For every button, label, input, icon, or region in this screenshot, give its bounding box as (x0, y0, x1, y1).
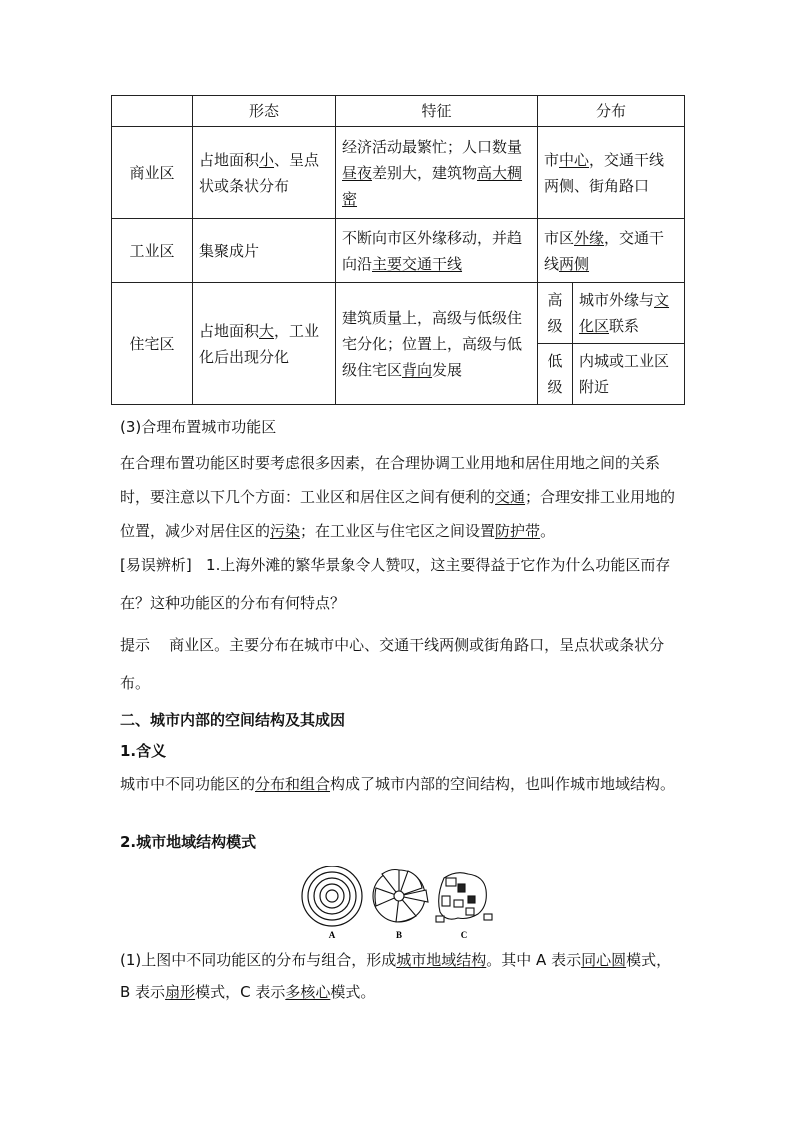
table-header-row (112, 96, 685, 127)
commercial-distribution: 市中心，交通干线两侧、街角路口 (538, 127, 685, 219)
table-header-distribution: 分布 (538, 96, 685, 127)
zone-name-industrial: 工业区 (112, 219, 193, 283)
hint-label: 提示 (120, 636, 151, 654)
table-row-commercial (112, 127, 685, 219)
table-header-empty (112, 96, 193, 127)
table-header-form: 形态 (193, 96, 336, 127)
urban-structure-models-figure (296, 866, 496, 940)
table-header-feature: 特征 (336, 96, 538, 127)
industrial-distribution: 市区外缘，交通干线两侧 (538, 219, 685, 283)
commercial-form: 占地面积小、呈点状或条状分布 (193, 127, 336, 219)
figure-label-a: A (328, 930, 336, 940)
industrial-form: 集聚成片 (193, 219, 336, 283)
residential-low-distribution: 内城或工业区附近 (573, 344, 685, 405)
zone-name-commercial: 商业区 (112, 127, 193, 219)
multiple-nuclei-model (436, 873, 492, 922)
model-title: 2.城市地域结构模式 (120, 833, 257, 851)
zone-name-residential: 住宅区 (112, 283, 193, 405)
residential-form: 占地面积大，工业化后出现分化 (193, 283, 336, 405)
residential-feature: 建筑质量上，高级与低级住宅分化；位置上，高级与低级住宅区背向发展 (336, 283, 538, 405)
table-row-residential-high (112, 283, 685, 344)
error-analysis-label: [易误辨析] (120, 556, 192, 574)
models-paragraph: (1)上图中不同功能区的分布与组合，形成城市地域结构。其中 A 表示同心圆模式，B 表示扇形模式，C 表示多核心模式。 (120, 951, 672, 1001)
industrial-feature: 不断向市区外缘移动，并趋向沿主要交通干线 (336, 219, 538, 283)
table-row-industrial (112, 219, 685, 283)
definition-paragraph: 城市中不同功能区的分布和组合构成了城市内部的空间结构，也叫作城市地域结构。 (120, 775, 676, 793)
concentric-zone-model (302, 866, 362, 926)
section3-paragraph: 在合理布置功能区时要考虑很多因素，在合理协调工业用地和居住用地之间的关系时，要注意以下几个方面：工业区和居住区之间有便利的交通；合理安排工业用地的位置，减少对居住区的污染；在工业区与住宅区之间设置防护带。 (120, 454, 676, 540)
residential-high-distribution: 城市外缘与文化区联系 (573, 283, 685, 344)
section-two-title: 二、城市内部的空间结构及其成因 (120, 711, 346, 729)
section3-title: (3)合理布置城市功能区 (120, 418, 277, 436)
definition-title: 1.含义 (120, 742, 167, 760)
sector-model (373, 870, 428, 923)
residential-low-label: 低级 (538, 344, 573, 405)
figure-label-c: C (460, 930, 468, 940)
figure-label-b: B (395, 930, 403, 940)
error-analysis-hint: 提示 商业区。主要分布在城市中心、交通干线两侧或街角路口，呈点状或条状分布。 (120, 636, 665, 692)
commercial-feature: 经济活动最繁忙；人口数量昼夜差别大，建筑物高大稠密 (336, 127, 538, 219)
functional-zones-table (111, 95, 685, 405)
error-analysis-question: [易误辨析] 1.上海外滩的繁华景象令人赞叹，这主要得益于它作为什么功能区而存在？这种功能区的分布有何特点？ (120, 556, 671, 612)
residential-high-label: 高级 (538, 283, 573, 344)
